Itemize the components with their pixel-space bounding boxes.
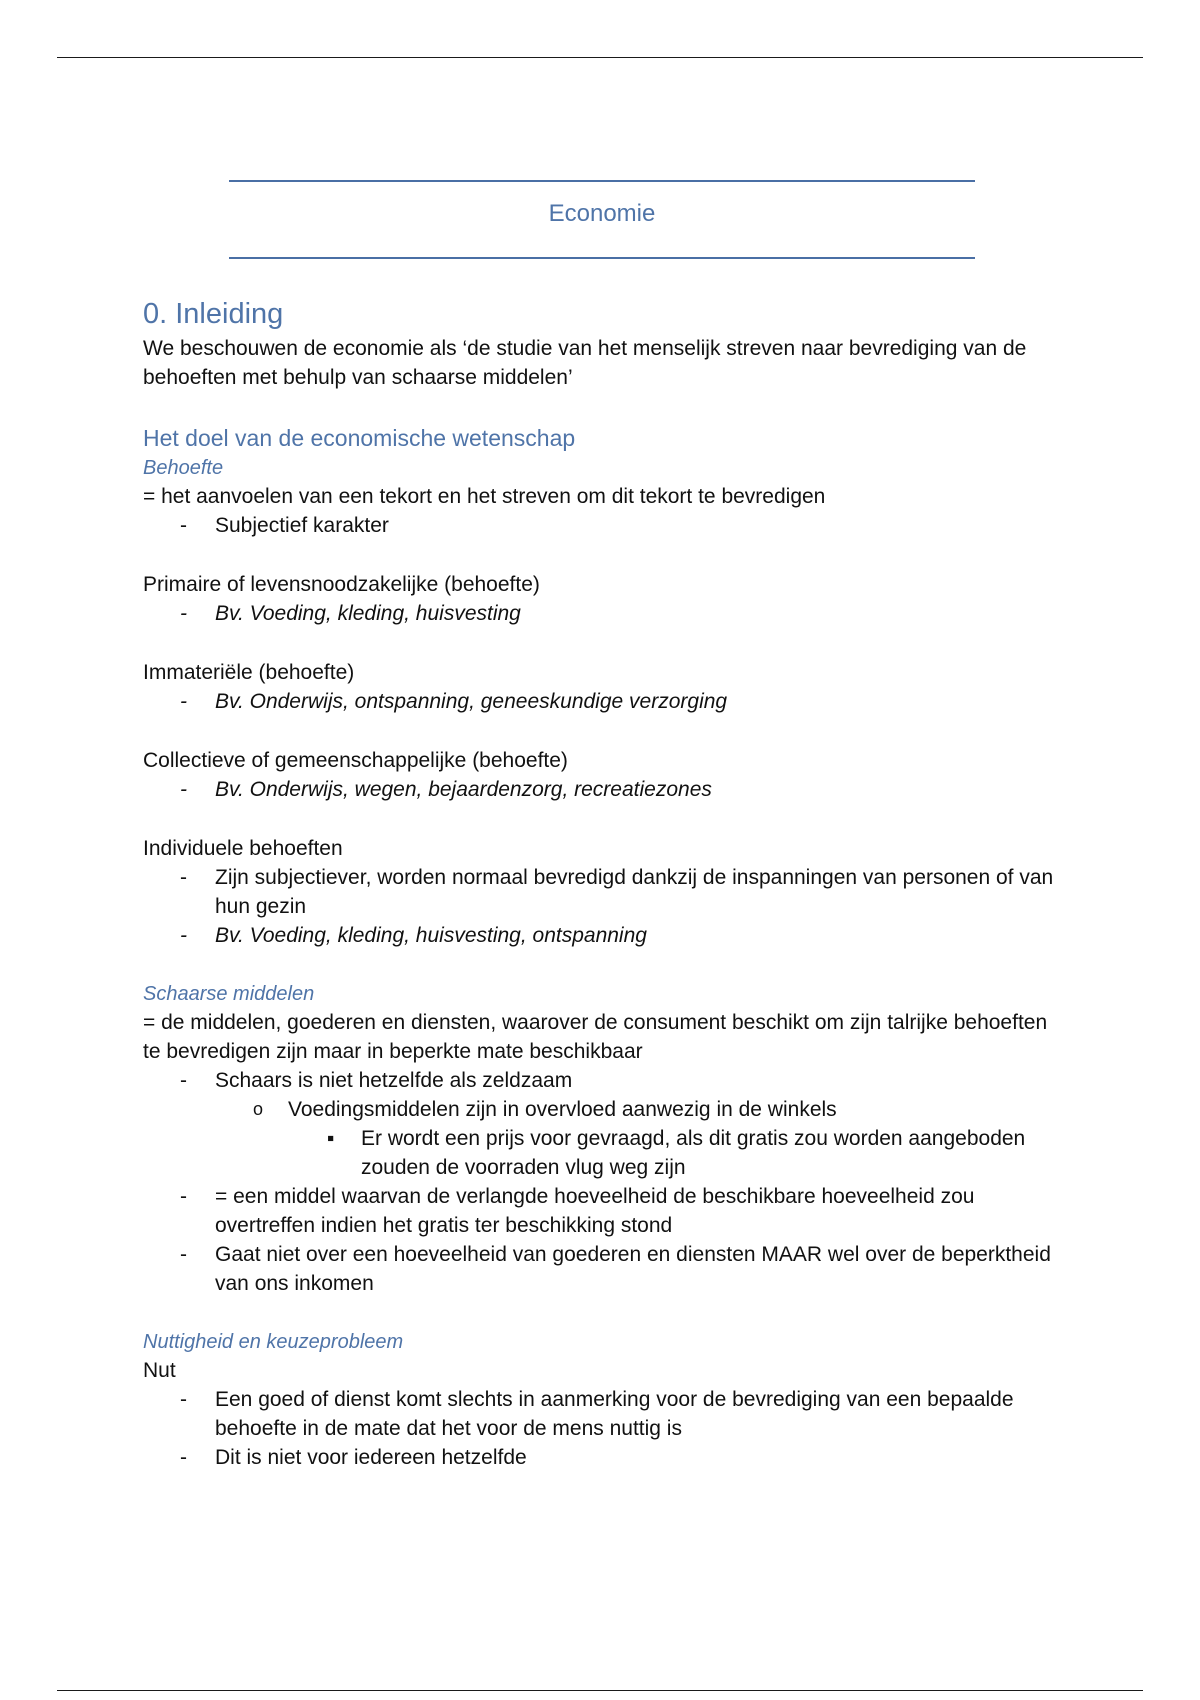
nut-label: Nut [143,1359,176,1382]
list-item: - Bv. Voeding, kleding, huisvesting [143,599,1063,628]
collectieve-label: Collectieve of gemeenschappelijke (behoefte) [143,749,568,772]
page-bottom-rule [57,1690,1143,1691]
title-top-rule [229,180,975,182]
dash-marker: - [180,1185,187,1208]
title-bottom-rule [229,257,975,259]
dash-marker: - [180,690,187,713]
dash-marker: - [180,1243,187,1266]
list-item: - Bv. Onderwijs, wegen, bejaardenzorg, recreatiezones [143,775,1063,804]
schaarse-list [143,1066,1063,1298]
dash-marker: - [180,602,187,625]
document-title: Economie [548,200,656,227]
immateriele-label: Immateriële (behoefte) [143,661,355,684]
page-top-rule [57,57,1143,58]
list-item: - = een middel waarvan de verlangde hoeveelheid de beschikbare hoeveelheid zou overtreffen indien het gratis ter beschikking stond [143,1182,1063,1240]
dash-marker: - [180,514,187,537]
behoefte-heading: Behoefte [143,457,224,479]
list-item: - Subjectief karakter [143,511,1063,540]
list-item: - Een goed of dienst komt slechts in aanmerking voor de bevrediging van een bepaalde behoefte in de mate dat het voor de mens nuttig is [143,1385,1063,1443]
individuele-label: Individuele behoeften [143,837,343,860]
intro-paragraph: We beschouwen de economie als ‘de studie van het menselijk streven naar bevrediging van de behoeften met behulp van schaarse middelen’ [143,337,1027,389]
schaarse-heading: Schaarse middelen [143,983,315,1005]
circle-marker: o [253,1099,264,1119]
behoefte-list [143,511,1063,540]
dash-marker: - [180,1069,187,1092]
behoefte-definition: = het aanvoelen van een tekort en het streven om dit tekort te bevredigen [143,485,826,508]
dash-marker: - [180,924,187,947]
list-item: - Dit is niet voor iedereen hetzelfde [143,1443,1063,1472]
subsection-heading: Het doel van de economische wetenschap [143,425,576,451]
dash-marker: - [180,866,187,889]
section-title: Inleiding [175,298,284,330]
document-body [143,294,1063,1472]
dash-marker: - [180,1446,187,1469]
list-item: ▪ Er wordt een prijs voor gevraagd, als dit gratis zou worden aangeboden zouden de voorraden vlug weg zijn [143,1124,1063,1182]
list-item: - Zijn subjectiever, worden normaal bevredigd dankzij de inspanningen van personen of van hun gezin [143,863,1063,921]
primaire-label: Primaire of levensnoodzakelijke (behoefte) [143,573,540,596]
nuttigheid-heading: Nuttigheid en keuzeprobleem [143,1331,404,1353]
list-item: - Bv. Onderwijs, ontspanning, geneeskundige verzorging [143,687,1063,716]
schaarse-definition: = de middelen, goederen en diensten, waarover de consument beschikt om zijn talrijke behoeften te bevredigen zijn maar in beperkte mate beschikbaar [143,1011,1048,1063]
dash-marker: - [180,1388,187,1411]
list-item: - Schaars is niet hetzelfde als zeldzaam [143,1066,1063,1095]
list-item: - Bv. Voeding, kleding, huisvesting, ontspanning [143,921,1063,950]
section-heading [143,294,1063,334]
nut-list [143,1385,1063,1472]
square-marker: ▪ [327,1127,335,1150]
section-number: 0. [143,298,168,330]
dash-marker: - [180,778,187,801]
list-item: - Gaat niet over een hoeveelheid van goederen en diensten MAAR wel over de beperktheid van ons inkomen [143,1240,1063,1298]
list-item: o Voedingsmiddelen zijn in overvloed aanwezig in de winkels [143,1095,1063,1124]
